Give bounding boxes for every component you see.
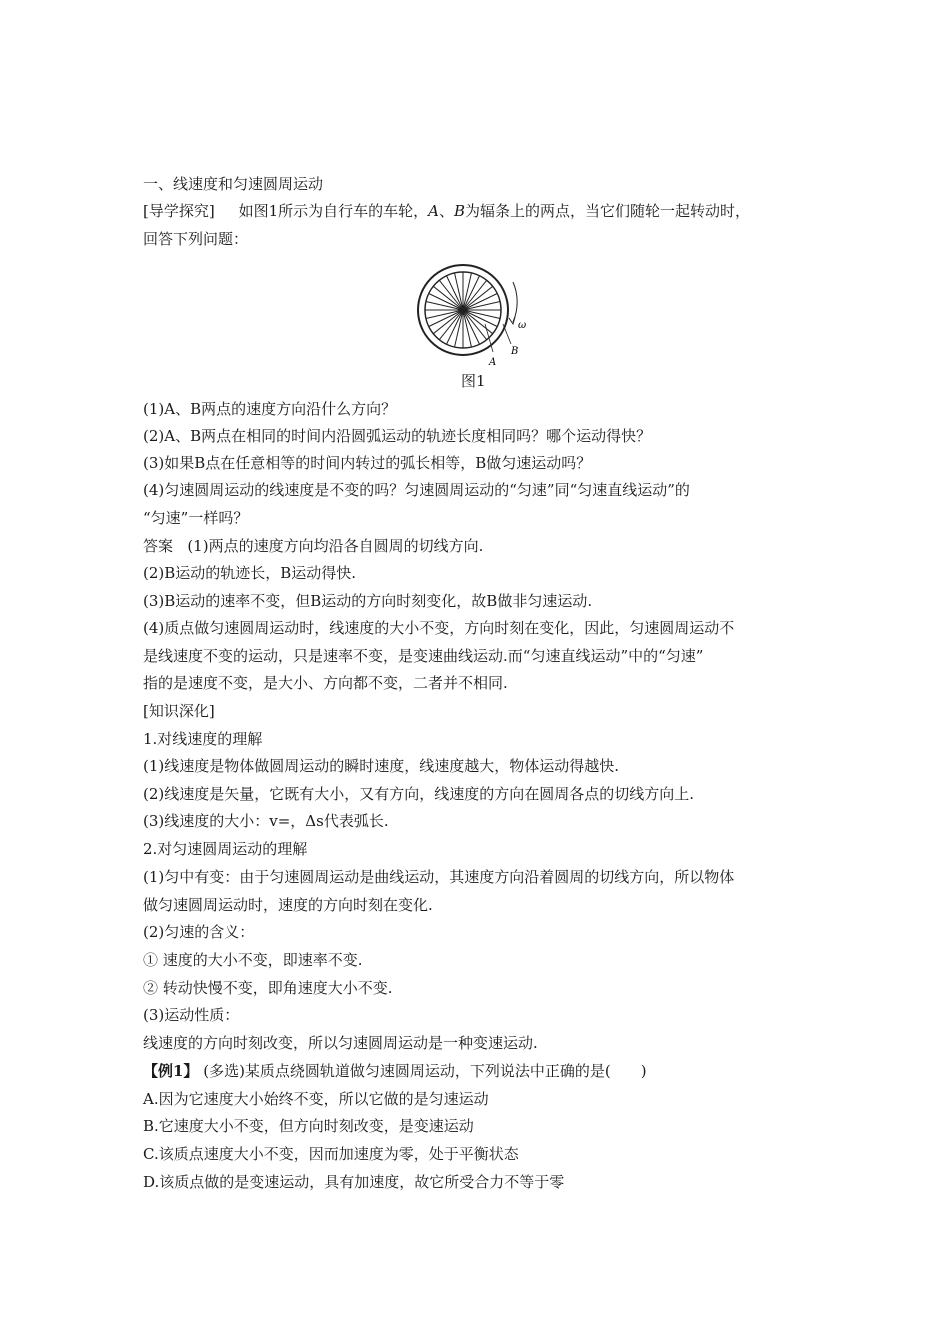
figure-caption: 图1 bbox=[461, 372, 486, 390]
knowledge-line-10: ② 转动快慢不变，即角速度大小不变. bbox=[143, 979, 393, 997]
intro-sep: 、 bbox=[438, 202, 454, 220]
section-title: 一、线速度和匀速圆周运动 bbox=[143, 175, 324, 193]
intro-text: 如图1所示为自行车的车轮， bbox=[238, 202, 429, 220]
question-4: (4)匀速圆周运动的线速度是不变的吗？匀速圆周运动的“匀速”同“匀速直线运动”的 bbox=[143, 481, 690, 499]
answer-line-1 bbox=[143, 536, 483, 556]
answer-line-6: 指的是速度不变，是大小、方向都不变，二者并不相同. bbox=[143, 674, 508, 692]
knowledge-line-3: (2)线速度是矢量，它既有大小，又有方向，线速度的方向在圆周各点的切线方向上. bbox=[143, 785, 695, 803]
example-option-d: D.该质点做的是变速运动，具有加速度，故它所受合力不等于零 bbox=[143, 1173, 565, 1191]
knowledge-line-1: 1.对线速度的理解 bbox=[143, 730, 263, 748]
example-label: 【例1】 bbox=[143, 1062, 199, 1080]
knowledge-line-5: 2.对匀速圆周运动的理解 bbox=[143, 840, 308, 858]
answer-line-2: (2)B运动的轨迹长，B运动得快. bbox=[143, 564, 357, 582]
question-4-cont: “匀速”一样吗？ bbox=[143, 509, 249, 527]
question-3: (3)如果B点在任意相等的时间内转过的弧长相等，B做匀速运动吗？ bbox=[143, 454, 592, 472]
knowledge-line-11: (3)运动性质： bbox=[143, 1006, 240, 1024]
knowledge-line-2: (1)线速度是物体做圆周运动的瞬时速度，线速度越大，物体运动得越快. bbox=[143, 757, 620, 775]
bicycle-wheel-figure bbox=[413, 262, 553, 382]
knowledge-line-7: 做匀速圆周运动时，速度的方向时刻在变化. bbox=[143, 896, 433, 914]
omega-arrow-arc bbox=[513, 282, 517, 322]
example-option-a: A.因为它速度大小始终不变，所以它做的是匀速运动 bbox=[143, 1090, 489, 1108]
answer-line-5: 是线速度不变的运动，只是速率不变，是变速曲线运动.而“匀速直线运动”中的“匀速” bbox=[143, 647, 704, 665]
figure-label-a: A bbox=[489, 357, 497, 368]
example-stem-line bbox=[143, 1061, 647, 1081]
question-1: (1)A、B两点的速度方向沿什么方向？ bbox=[143, 400, 397, 418]
answer-text: (1)两点的速度方向均沿各自圆周的切线方向. bbox=[187, 537, 484, 555]
answer-line-4: (4)质点做匀速圆周运动时，线速度的大小不变，方向时刻在变化，因此，匀速圆周运动不 bbox=[143, 619, 735, 637]
omega-label: ω bbox=[518, 320, 527, 331]
knowledge-line-8: (2)匀速的含义： bbox=[143, 923, 255, 941]
knowledge-line-9: ① 速度的大小不变，即速率不变. bbox=[143, 951, 363, 969]
figure-label-b: B bbox=[511, 346, 519, 357]
knowledge-line-4: (3)线速度的大小：v=，Δs代表弧长. bbox=[143, 812, 389, 830]
point-a-label: A bbox=[428, 202, 439, 220]
intro-line-1 bbox=[143, 201, 750, 221]
knowledge-line-12: 线速度的方向时刻改变，所以匀速圆周运动是一种变速运动. bbox=[143, 1034, 538, 1052]
intro-line-2: 回答下列问题： bbox=[143, 230, 249, 248]
answer-line-3: (3)B运动的速率不变，但B运动的方向时刻变化，故B做非匀速运动. bbox=[143, 592, 593, 610]
example-stem: (多选)某质点绕圆轨道做匀速圆周运动，下列说法中正确的是( ) bbox=[203, 1062, 647, 1080]
knowledge-line-6: (1)匀中有变：由于匀速圆周运动是曲线运动，其速度方向沿着圆周的切线方向，所以物体 bbox=[143, 868, 735, 886]
example-option-b: B.它速度大小不变，但方向时刻改变，是变速运动 bbox=[143, 1117, 474, 1135]
point-b-label: B bbox=[453, 202, 465, 220]
intro-tag: [导学探究] bbox=[143, 202, 215, 220]
intro-text-2: 为辐条上的两点，当它们随轮一起转动时， bbox=[465, 202, 751, 220]
knowledge-tag: [知识深化] bbox=[143, 702, 215, 720]
question-2: (2)A、B两点在相同的时间内沿圆弧运动的轨迹长度相同吗？哪个运动得快？ bbox=[143, 427, 652, 445]
answer-label: 答案 bbox=[143, 537, 174, 555]
example-option-c: C.该质点速度大小不变，因而加速度为零，处于平衡状态 bbox=[143, 1145, 519, 1163]
